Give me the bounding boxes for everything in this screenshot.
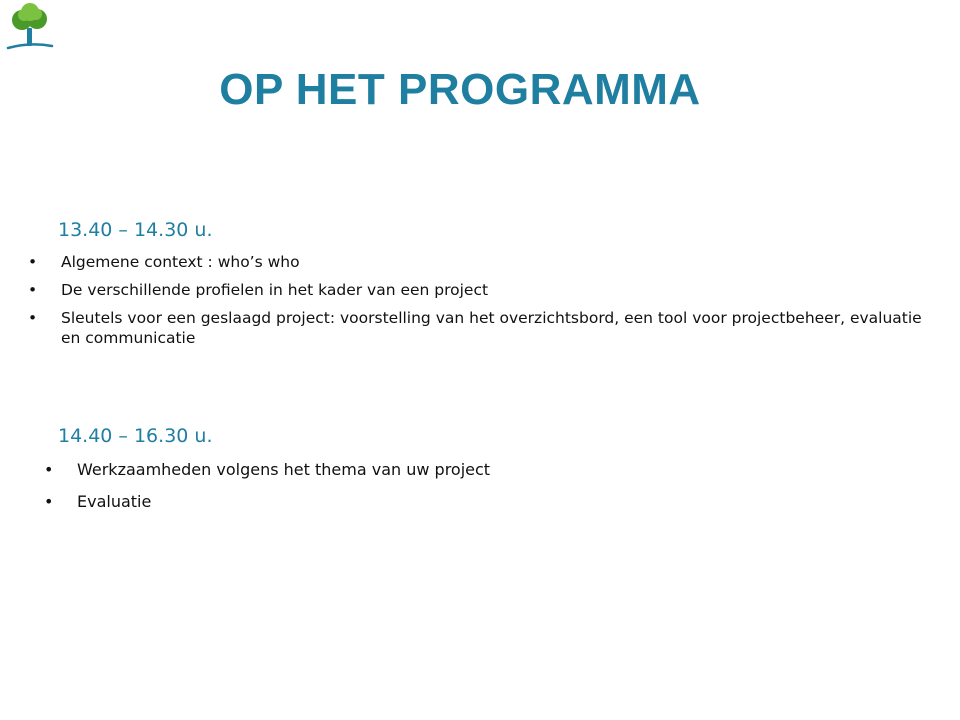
bullet-icon: • [44,460,54,479]
list-item [44,458,744,482]
list-item-text: Algemene context : who’s who [61,253,300,271]
list-item [44,490,744,514]
tree-logo-icon [4,2,56,52]
session-1-list [28,250,928,354]
bullet-icon: • [44,492,54,511]
bullet-icon: • [28,281,38,299]
bullet-icon: • [28,253,38,271]
list-item [28,306,928,350]
session-2-list [44,458,744,522]
list-item-text: Sleutels voor een geslaagd project: voorstelling van het overzichtsbord, een tool voor projectbeheer, evaluatie en communicatie [61,309,922,347]
session-time-1: 13.40 – 14.30 u. [58,219,213,241]
page-title: OP HET PROGRAMMA [219,65,701,114]
list-item-text: Evaluatie [77,492,152,511]
list-item [28,278,928,302]
session-time-2: 14.40 – 16.30 u. [58,425,213,447]
list-item [28,250,928,274]
list-item-text: De verschillende profielen in het kader van een project [61,281,489,299]
list-item-text: Werkzaamheden volgens het thema van uw project [77,460,491,479]
bullet-icon: • [28,309,38,327]
